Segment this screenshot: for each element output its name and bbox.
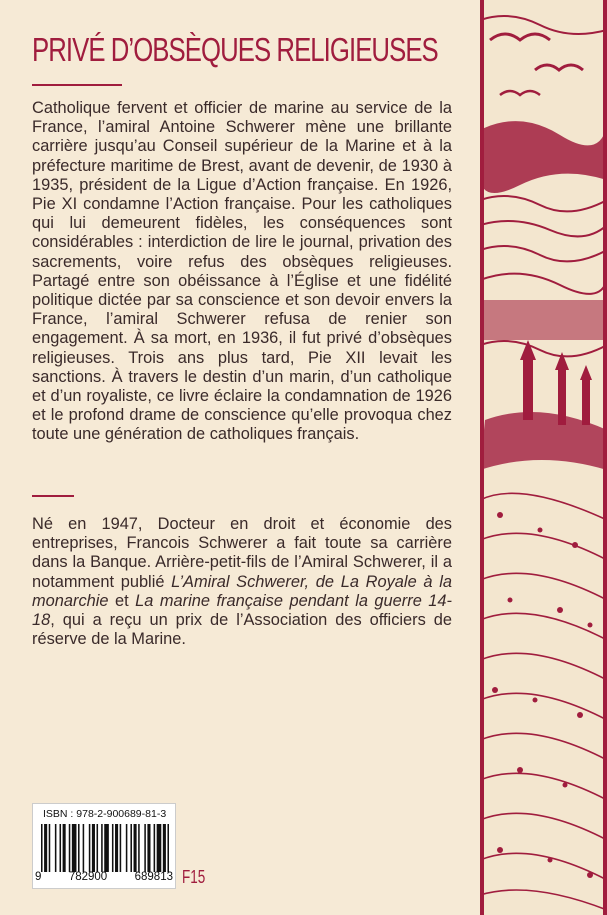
barcode-bar [49,824,51,872]
barcode-bar [138,824,140,872]
barcode-bar [163,824,166,872]
barcode-bar [112,824,114,872]
barcode-bar [120,824,122,872]
barcode-bar [78,824,80,872]
bio-text-2: et [108,591,136,610]
author-bio [32,515,452,649]
barcode-bar [60,824,62,872]
barcode-bar [55,824,57,872]
barcode-bar [157,824,162,872]
section-divider [32,495,74,497]
barcode-bar [154,824,156,872]
barcode-bar [89,824,91,872]
bio-text-3: , qui a reçu un prix de l’Association des officiers de réserve de la Marine. [32,611,452,649]
barcode-bar [41,824,43,872]
ean-digit-prefix: 9 [35,871,42,883]
ean-digits [35,871,173,883]
ean-digit-group-2: 689813 [134,871,173,883]
barcode-bar [44,824,47,872]
barcode-bar [130,824,132,872]
barcode-bar [134,824,137,872]
barcode-bar [147,824,150,872]
isbn-label: ISBN : 978-2-900689-81-3 [43,808,167,820]
barcode-bars [41,824,169,872]
barcode-bar [126,824,128,872]
price-code: F15 [182,867,206,887]
barcode-bar [97,824,99,872]
barcode-bar [101,824,103,872]
barcode-bar [69,824,71,872]
barcode-bar [92,824,95,872]
bio-book-title-2: La marine française pendant la guerre 14-18 [32,591,452,630]
decorative-illustration-strip [480,0,607,915]
barcode-bar [104,824,109,872]
isbn-barcode [32,803,176,889]
title-divider [32,84,122,86]
barcode-bar [83,824,85,872]
book-title: PRIVÉ D’OBSÈQUES RELIGIEUSES [32,31,438,68]
barcode-bar [167,824,169,872]
barcode-bar [72,824,77,872]
barcode-bar [144,824,146,872]
synopsis-paragraph: Catholique fervent et officier de marine au service de la France, l’amiral Antoine Schwerer mène une brillante carrière jusqu’au Conseil supérieur de la Marine et à la préfecture maritime de Brest, avant de devenir, de 1930 à 1935, président de la Ligue d’Action française. En 1926, Pie XI condamne l’Action française. Pour les catholiques qui lui demeurent fidèles, les conséquences sont considérables : interdiction de lire le journal, privation des sacrements, voire refus des obsèques religieuses. Partagé entre son obéissance à l’Église et une fidélité politique dictée par sa conscience et son devoir envers la France, l’amiral Schwerer refusa de renier son engagement. À sa mort, en 1936, il fut privé d’obsèques religieuses. Trois ans plus tard, Pie XII levait les sanctions. À travers le destin d’un marin, d’un catholique et d’un royaliste, ce livre éclaire la condamnation de 1926 et le profond drame de conscience qu’elle provoqua chez toute une génération de catholiques français. [32,99,452,444]
bio-text-1: Né en 1947, Docteur en droit et économie des entreprises, Francois Schwerer a fait toute sa carrière dans la Banque. Arrière-petit-fils de l’Amiral Schwerer, il a notamment publié [32,515,452,591]
barcode-bar [115,824,118,872]
barcode-bar [63,824,66,872]
ean-digit-group-1: 782900 [68,871,108,883]
bio-book-title-1: L’Amiral Schwerer, de La Royale à la monarchie [32,572,452,610]
